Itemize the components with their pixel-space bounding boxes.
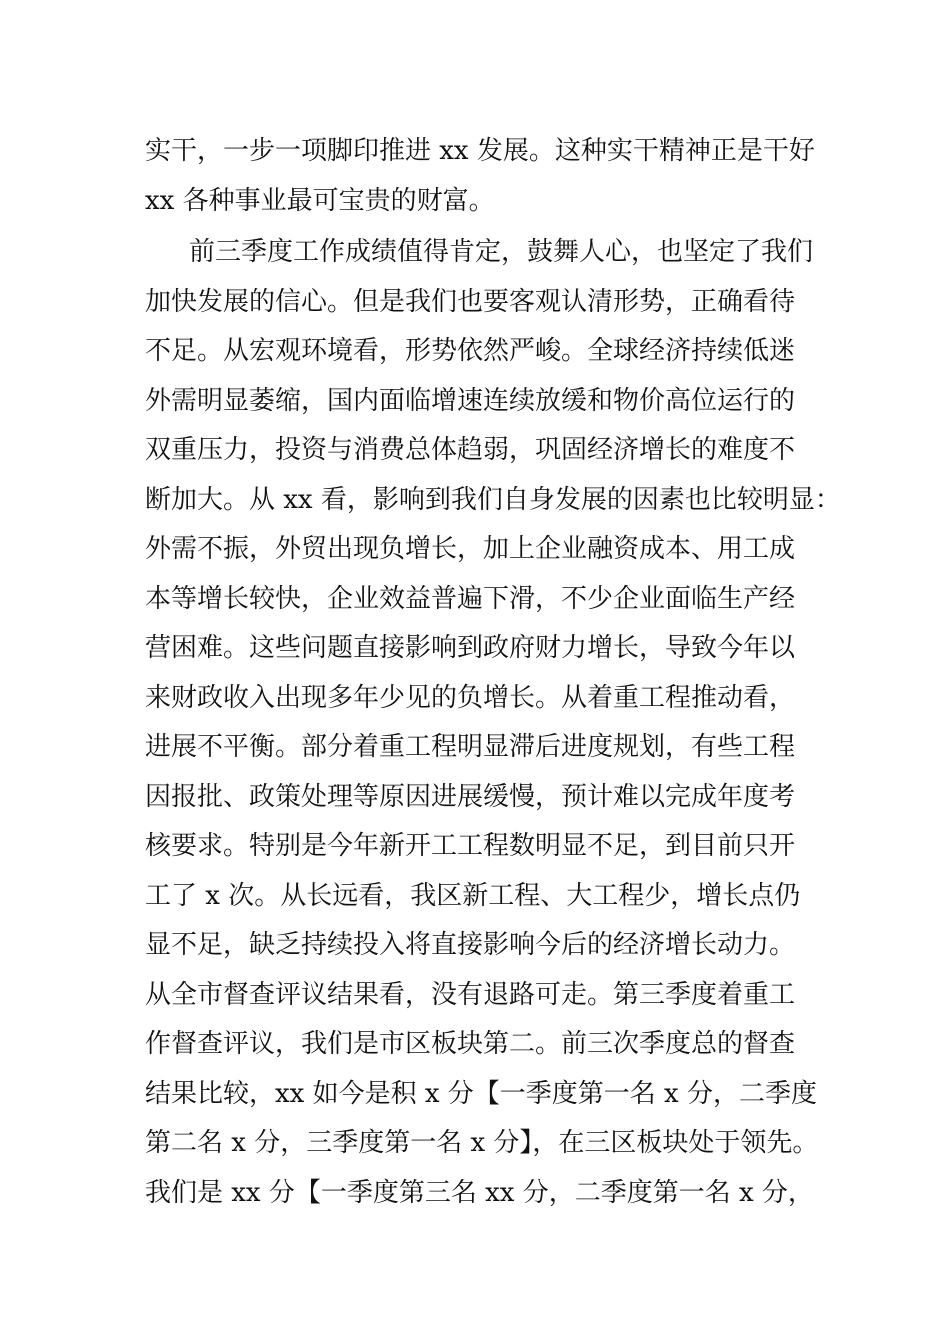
text-line: 第二名 x 分，三季度第一名 x 分】，在三区板块处于领先。 — [145, 1128, 819, 1158]
text-line: 不足。从宏观环境看，形势依然严峻。全球经济持续低迷 — [145, 336, 796, 366]
text-line: 外需明显萎缩，国内面临增速连续放缓和物价高位运行的 — [145, 385, 796, 416]
text-line: 结果比较，xx 如今是积 x 分【一季度第一名 x 分，二季度 — [145, 1078, 817, 1109]
text-line: 我们是 xx 分【一季度第三名 xx 分，二季度第一名 x 分， — [145, 1177, 814, 1208]
text-line: 工了 x 次。从长远看，我区新工程、大工程少，增长点仍 — [145, 880, 801, 911]
paragraph-first-line: 前三季度工作成绩值得肯定，鼓舞人心，也坚定了我们 — [189, 237, 814, 267]
text-line: 本等增长较快，企业效益普遍下滑，不少企业面临生产经 — [145, 583, 796, 614]
text-line: 外需不振，外贸出现负增长，加上企业融资成本、用工成 — [145, 534, 796, 564]
text-line: 进展不平衡。部分着重工程明显滞后进度规划，有些工程 — [145, 732, 796, 762]
text-line: 实干，一步一项脚印推进 xx 发展。这种实干精神正是干好 — [145, 136, 815, 166]
body-text — [145, 127, 841, 1218]
text-line: 核要求。特别是今年新开工工程数明显不足，到目前只开 — [145, 831, 796, 861]
text-line: 显不足，缺乏持续投入将直接影响今后的经济增长动力。 — [145, 930, 796, 960]
text-line: 双重压力，投资与消费总体趋弱，巩固经济增长的难度不 — [145, 435, 796, 465]
text-line: 因报批、政策处理等原因进展缓慢，预计难以完成年度考 — [145, 781, 796, 812]
text-line: 断加大。从 xx 看，影响到我们自身发展的因素也比较明显： — [145, 484, 841, 515]
text-line: xx 各种事业最可宝贵的财富。 — [145, 185, 495, 216]
text-line: 作督查评议，我们是市区板块第二。前三次季度总的督查 — [145, 1029, 796, 1059]
text-line: 加快发展的信心。但是我们也要客观认清形势，正确看待 — [145, 286, 796, 317]
text-line: 从全市督查评议结果看，没有退路可走。第三季度着重工 — [145, 979, 796, 1010]
text-line: 营困难。这些问题直接影响到政府财力增长，导致今年以 — [145, 633, 796, 663]
text-line: 来财政收入出现多年少见的负增长。从着重工程推动看， — [145, 682, 796, 713]
